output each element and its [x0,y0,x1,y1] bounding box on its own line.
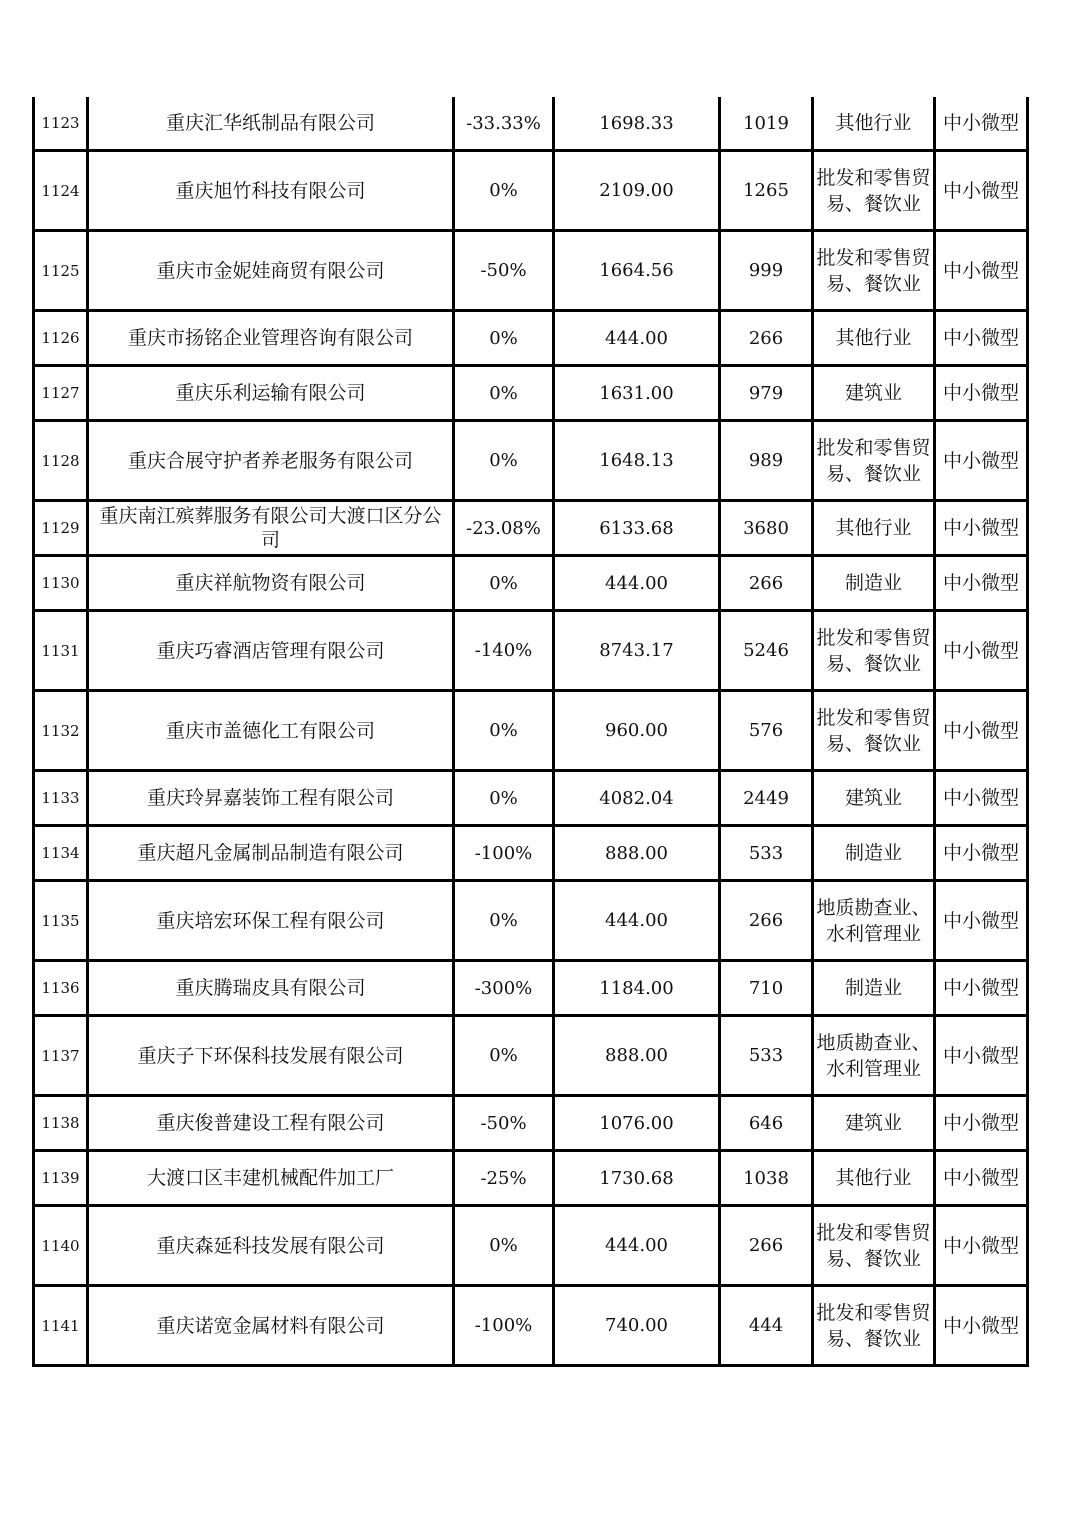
row-number: 1124 [41,181,80,200]
amount: 444.00 [605,327,668,349]
change-rate: 0% [489,382,518,404]
industry: 制造业 [844,842,902,864]
change-rate-cell [454,556,554,611]
company-name: 重庆南江殡葬服务有限公司大渡口区分公司 [99,505,442,551]
company-name-cell [88,97,454,151]
row-number: 1137 [41,1046,80,1065]
subsidy-amount-cell [720,1096,813,1151]
company-name: 重庆诺宽金属材料有限公司 [156,1314,385,1337]
subsidy-amount-cell [720,1151,813,1206]
enterprise-size: 中小微型 [942,909,1019,932]
table-row [34,1096,1028,1151]
industry-cell [813,961,935,1016]
change-rate: 0% [489,787,518,809]
table-row [34,311,1028,366]
table-row [34,826,1028,881]
industry-cell [813,611,935,691]
subsidy-amount-cell [720,826,813,881]
table-row [34,366,1028,421]
subsidy-amount: 1265 [743,180,789,201]
change-rate: 0% [489,572,518,594]
row-number: 1129 [41,519,80,537]
company-name-cell [88,611,454,691]
table-row [34,771,1028,826]
amount: 444.00 [605,910,668,931]
industry: 批发和零售贸易、餐饮业 [816,166,931,215]
table-row [34,151,1028,231]
enterprise-size: 中小微型 [942,259,1019,282]
amount-cell [554,421,720,501]
subsidy-amount-cell [720,421,813,501]
row-number: 1134 [41,844,80,862]
company-name-cell [88,1016,454,1096]
change-rate-cell [454,1286,554,1366]
change-rate: -23.08% [466,517,541,539]
table-row [34,1151,1028,1206]
amount: 1730.68 [599,1167,674,1189]
subsidy-amount: 1019 [743,112,789,134]
row-number: 1139 [41,1169,80,1187]
table-row [34,556,1028,611]
subsidy-amount-cell [720,771,813,826]
enterprise-size: 中小微型 [942,449,1019,472]
enterprise-size: 中小微型 [942,719,1019,742]
company-name: 重庆市金妮娃商贸有限公司 [156,259,385,282]
amount-cell [554,366,720,421]
change-rate-cell [454,97,554,151]
change-rate-cell [454,771,554,826]
company-name-cell [88,1206,454,1286]
subsidy-amount: 576 [748,720,784,741]
row-number: 1140 [41,1236,80,1255]
table-row [34,501,1028,556]
amount-cell [554,501,720,556]
amount: 1184.00 [599,977,674,999]
amount: 444.00 [605,1235,668,1256]
amount: 960.00 [605,720,668,741]
company-name: 重庆超凡金属制品制造有限公司 [137,842,404,864]
company-name-cell [88,961,454,1016]
change-rate: -50% [480,1112,527,1134]
change-rate-cell [454,1096,554,1151]
subsidy-amount: 979 [748,382,784,404]
industry: 地质勘查业、水利管理业 [816,896,931,945]
company-name-cell [88,691,454,771]
enterprise-size-cell [935,421,1028,501]
row-number: 1141 [41,1316,80,1335]
table-row [34,881,1028,961]
row-number-cell [34,1016,88,1096]
enterprise-size-cell [935,97,1028,151]
change-rate-cell [454,881,554,961]
row-number-cell [34,231,88,311]
change-rate: 0% [489,1235,518,1256]
table-row [34,97,1028,151]
row-number-cell [34,1151,88,1206]
change-rate-cell [454,1151,554,1206]
amount: 1698.33 [599,112,674,134]
subsidy-amount-cell [720,311,813,366]
table-row [34,1016,1028,1096]
amount-cell [554,1096,720,1151]
row-number-cell [34,97,88,151]
row-number-cell [34,771,88,826]
industry-cell [813,1096,935,1151]
row-number: 1130 [41,574,80,592]
amount-cell [554,556,720,611]
company-name: 重庆合展守护者养老服务有限公司 [127,449,413,472]
industry-cell [813,771,935,826]
industry: 制造业 [844,977,902,999]
enterprise-size-cell [935,611,1028,691]
company-name-cell [88,1096,454,1151]
industry: 其他行业 [835,327,912,349]
enterprise-size-cell [935,1016,1028,1096]
industry: 批发和零售贸易、餐饮业 [816,1221,931,1270]
subsidy-amount: 533 [748,1045,784,1066]
amount-cell [554,826,720,881]
industry: 制造业 [844,572,902,594]
industry-cell [813,1206,935,1286]
table-row [34,961,1028,1016]
company-name-cell [88,421,454,501]
enterprise-size: 中小微型 [942,1112,1019,1134]
row-number: 1133 [41,789,80,807]
row-number: 1131 [41,641,80,660]
enterprise-size: 中小微型 [942,977,1019,999]
enterprise-size-cell [935,311,1028,366]
table-row [34,1206,1028,1286]
amount-cell [554,1206,720,1286]
change-rate: 0% [489,1045,518,1066]
row-number-cell [34,961,88,1016]
change-rate-cell [454,691,554,771]
subsidy-amount-cell [720,151,813,231]
subsidy-amount-cell [720,691,813,771]
table-row [34,691,1028,771]
industry: 批发和零售贸易、餐饮业 [816,246,931,295]
amount-cell [554,97,720,151]
company-name-cell [88,1151,454,1206]
enterprise-size-cell [935,1096,1028,1151]
enterprise-size: 中小微型 [942,1234,1019,1257]
subsidy-amount: 989 [748,450,784,471]
amount: 740.00 [605,1315,668,1336]
company-name-cell [88,881,454,961]
row-number-cell [34,501,88,556]
amount: 1631.00 [599,382,674,404]
subsidy-amount-cell [720,1206,813,1286]
enterprise-size-cell [935,501,1028,556]
change-rate-cell [454,151,554,231]
change-rate-cell [454,366,554,421]
industry: 批发和零售贸易、餐饮业 [816,706,931,755]
industry: 批发和零售贸易、餐饮业 [816,436,931,485]
change-rate: -100% [474,1315,533,1336]
row-number-cell [34,151,88,231]
subsidy-amount: 266 [748,1235,784,1256]
company-name: 重庆玲昇嘉装饰工程有限公司 [146,787,394,809]
subsidy-amount: 2449 [743,787,789,809]
row-number-cell [34,826,88,881]
change-rate-cell [454,1206,554,1286]
industry: 建筑业 [844,1112,902,1134]
enterprise-size-cell [935,1151,1028,1206]
amount: 2109.00 [599,180,674,201]
row-number-cell [34,366,88,421]
subsidy-amount: 5246 [743,640,789,661]
enterprise-size-cell [935,771,1028,826]
amount-cell [554,771,720,826]
company-name: 大渡口区丰建机械配件加工厂 [146,1167,394,1189]
amount-cell [554,691,720,771]
company-name: 重庆森延科技发展有限公司 [156,1234,385,1257]
company-name-cell [88,231,454,311]
company-name: 重庆汇华纸制品有限公司 [165,112,375,134]
industry-cell [813,826,935,881]
subsidy-amount: 266 [748,327,784,349]
industry-cell [813,881,935,961]
enterprise-size-cell [935,231,1028,311]
company-name: 重庆子下环保科技发展有限公司 [137,1044,404,1067]
subsidy-amount-cell [720,1286,813,1366]
company-name-cell [88,556,454,611]
change-rate: -33.33% [466,112,541,134]
subsidy-amount-cell [720,611,813,691]
change-rate-cell [454,501,554,556]
change-rate: -50% [480,260,527,281]
industry-cell [813,231,935,311]
subsidy-amount: 999 [748,260,784,281]
enterprise-table [32,97,1029,1367]
row-number: 1136 [41,979,80,997]
subsidy-amount: 266 [748,572,784,594]
amount: 6133.68 [599,517,674,539]
enterprise-size-cell [935,691,1028,771]
company-name-cell [88,501,454,556]
company-name: 重庆腾瑞皮具有限公司 [175,977,366,999]
industry-cell [813,97,935,151]
industry: 其他行业 [835,112,912,134]
table-row [34,421,1028,501]
enterprise-size-cell [935,826,1028,881]
change-rate-cell [454,961,554,1016]
row-number: 1138 [41,1114,80,1132]
industry-cell [813,421,935,501]
subsidy-amount: 444 [748,1315,784,1336]
change-rate-cell [454,311,554,366]
row-number: 1135 [41,911,80,930]
industry-cell [813,1286,935,1366]
industry-cell [813,556,935,611]
amount: 1076.00 [599,1112,674,1134]
subsidy-amount-cell [720,231,813,311]
enterprise-size-cell [935,881,1028,961]
subsidy-amount-cell [720,961,813,1016]
enterprise-size-cell [935,556,1028,611]
industry: 其他行业 [835,1167,912,1189]
subsidy-amount: 3680 [743,517,789,539]
row-number-cell [34,556,88,611]
subsidy-amount: 533 [748,842,784,864]
amount-cell [554,961,720,1016]
subsidy-amount-cell [720,1016,813,1096]
row-number-cell [34,1286,88,1366]
industry: 批发和零售贸易、餐饮业 [816,626,931,675]
company-name-cell [88,826,454,881]
amount-cell [554,1286,720,1366]
enterprise-size: 中小微型 [942,842,1019,864]
company-name: 重庆培宏环保工程有限公司 [156,909,385,932]
table-row [34,611,1028,691]
subsidy-amount: 266 [748,910,784,931]
row-number-cell [34,1096,88,1151]
enterprise-size: 中小微型 [942,517,1019,539]
company-name: 重庆旭竹科技有限公司 [175,179,366,202]
company-name-cell [88,1286,454,1366]
industry-cell [813,1151,935,1206]
enterprise-size: 中小微型 [942,179,1019,202]
amount-cell [554,311,720,366]
amount: 888.00 [605,1045,668,1066]
industry-cell [813,151,935,231]
change-rate: -100% [474,842,533,864]
amount-cell [554,1151,720,1206]
subsidy-amount: 710 [748,977,784,999]
enterprise-size: 中小微型 [942,572,1019,594]
enterprise-size-cell [935,366,1028,421]
company-name: 重庆市盖德化工有限公司 [165,719,375,742]
change-rate-cell [454,231,554,311]
company-name: 重庆祥航物资有限公司 [175,572,366,594]
company-name-cell [88,151,454,231]
industry-cell [813,691,935,771]
amount: 4082.04 [599,787,674,809]
change-rate: -140% [474,640,533,661]
change-rate: 0% [489,450,518,471]
row-number-cell [34,881,88,961]
amount-cell [554,1016,720,1096]
amount-cell [554,231,720,311]
row-number: 1126 [41,329,80,347]
enterprise-size: 中小微型 [942,327,1019,349]
row-number: 1127 [41,384,80,402]
row-number: 1123 [41,114,80,132]
row-number-cell [34,1206,88,1286]
industry: 建筑业 [844,382,902,404]
row-number-cell [34,691,88,771]
change-rate: 0% [489,720,518,741]
industry: 批发和零售贸易、餐饮业 [816,1301,931,1350]
table-row [34,1286,1028,1366]
row-number-cell [34,421,88,501]
change-rate: 0% [489,327,518,349]
change-rate-cell [454,421,554,501]
subsidy-amount-cell [720,366,813,421]
enterprise-size: 中小微型 [942,639,1019,662]
company-name-cell [88,771,454,826]
change-rate: 0% [489,910,518,931]
subsidy-amount-cell [720,881,813,961]
enterprise-size-cell [935,1286,1028,1366]
subsidy-amount: 1038 [743,1167,789,1189]
change-rate: -300% [474,977,533,999]
enterprise-size-cell [935,1206,1028,1286]
amount-cell [554,611,720,691]
amount: 1648.13 [599,450,674,471]
company-name-cell [88,366,454,421]
change-rate: -25% [480,1167,527,1189]
row-number: 1128 [41,451,80,470]
industry-cell [813,311,935,366]
industry: 建筑业 [844,787,902,809]
enterprise-size-cell [935,961,1028,1016]
table-body [34,97,1028,1366]
company-name: 重庆俊普建设工程有限公司 [156,1112,385,1134]
enterprise-size: 中小微型 [942,382,1019,404]
enterprise-size: 中小微型 [942,1044,1019,1067]
company-name: 重庆乐利运输有限公司 [175,382,366,404]
change-rate: 0% [489,180,518,201]
enterprise-size: 中小微型 [942,112,1019,134]
amount: 1664.56 [599,260,674,281]
change-rate-cell [454,826,554,881]
change-rate-cell [454,611,554,691]
amount-cell [554,881,720,961]
enterprise-size: 中小微型 [942,1167,1019,1189]
company-name: 重庆市扬铭企业管理咨询有限公司 [127,327,413,349]
enterprise-size: 中小微型 [942,787,1019,809]
company-name: 重庆巧睿酒店管理有限公司 [156,639,385,662]
industry-cell [813,501,935,556]
enterprise-size-cell [935,151,1028,231]
subsidy-amount-cell [720,501,813,556]
industry-cell [813,366,935,421]
industry: 其他行业 [835,517,912,539]
row-number: 1125 [41,261,80,280]
enterprise-size: 中小微型 [942,1314,1019,1337]
amount-cell [554,151,720,231]
amount: 8743.17 [599,640,674,661]
row-number: 1132 [41,721,80,740]
amount: 444.00 [605,572,668,594]
change-rate-cell [454,1016,554,1096]
row-number-cell [34,311,88,366]
company-name-cell [88,311,454,366]
subsidy-amount-cell [720,97,813,151]
industry-cell [813,1016,935,1096]
amount: 888.00 [605,842,668,864]
subsidy-amount: 646 [748,1112,784,1134]
subsidy-amount-cell [720,556,813,611]
row-number-cell [34,611,88,691]
table-row [34,231,1028,311]
industry: 地质勘查业、水利管理业 [816,1031,931,1080]
